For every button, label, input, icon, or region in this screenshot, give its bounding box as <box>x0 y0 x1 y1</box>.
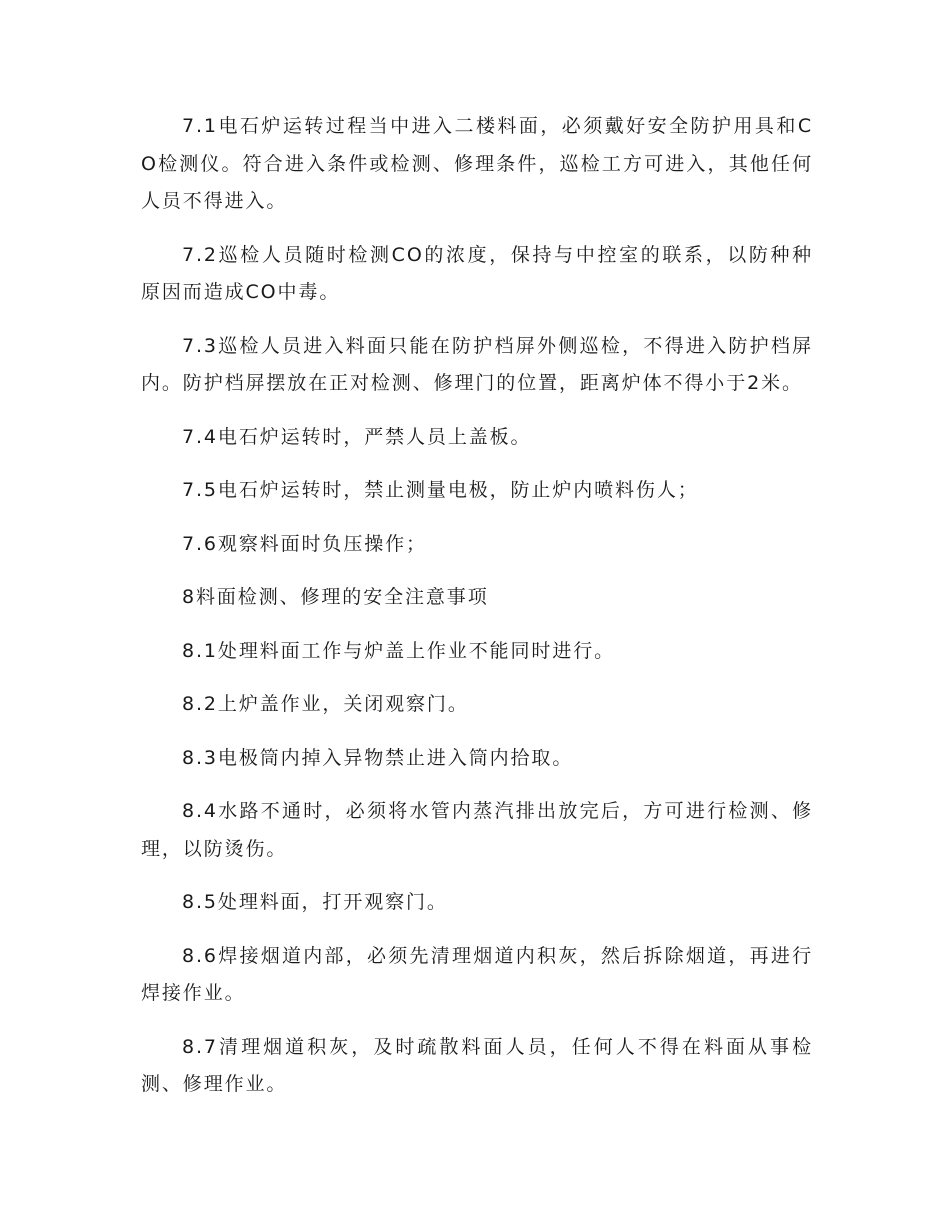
paragraph-8-7: 8.7清理烟道积灰，及时疏散料面人员，任何人不得在料面从事检测、修理作业。 <box>141 1035 813 1095</box>
document-body <box>141 108 813 1120</box>
paragraph-8-5: 8.5处理料面，打开观察门。 <box>182 891 448 913</box>
paragraph-7-5: 7.5电石炉运转时，禁止测量电极，防止炉内喷料伤人； <box>182 479 699 501</box>
paragraph-7-6: 7.6观察料面时负压操作； <box>182 532 427 555</box>
paragraph-7-4: 7.4电石炉运转时，严禁人员上盖板。 <box>182 425 532 448</box>
paragraph-8-2: 8.2上炉盖作业，关闭观察门。 <box>182 693 469 715</box>
paragraph-8-6: 8.6焊接烟道内部，必须先清理烟道内积灰，然后拆除烟道，再进行焊接作业。 <box>141 944 813 1004</box>
paragraph-7-1: 7.1电石炉运转过程当中进入二楼料面，必须戴好安全防护用具和CO检测仪。符合进入条件或检测、修理条件，巡检工方可进入，其他任何人员不得进入。 <box>141 115 813 212</box>
paragraph-7-2: 7.2巡检人员随时检测CO的浓度，保持与中控室的联系，以防种种原因而造成CO中毒。 <box>141 243 813 303</box>
paragraph-8-1: 8.1处理料面工作与炉盖上作业不能同时进行。 <box>182 639 616 662</box>
paragraph-7-3: 7.3巡检人员进入料面只能在防护档屏外侧巡检，不得进入防护档屏内。防护档屏摆放在正对检测、修理门的位置，距离炉体不得小于2米。 <box>141 334 813 394</box>
section-heading-8: 8料面检测、修理的安全注意事项 <box>182 586 489 608</box>
paragraph-8-4: 8.4水路不通时，必须将水管内蒸汽排出放完后，方可进行检测、修理，以防烫伤。 <box>141 800 813 860</box>
paragraph-8-3: 8.3电极筒内掉入异物禁止进入筒内拾取。 <box>182 746 574 769</box>
